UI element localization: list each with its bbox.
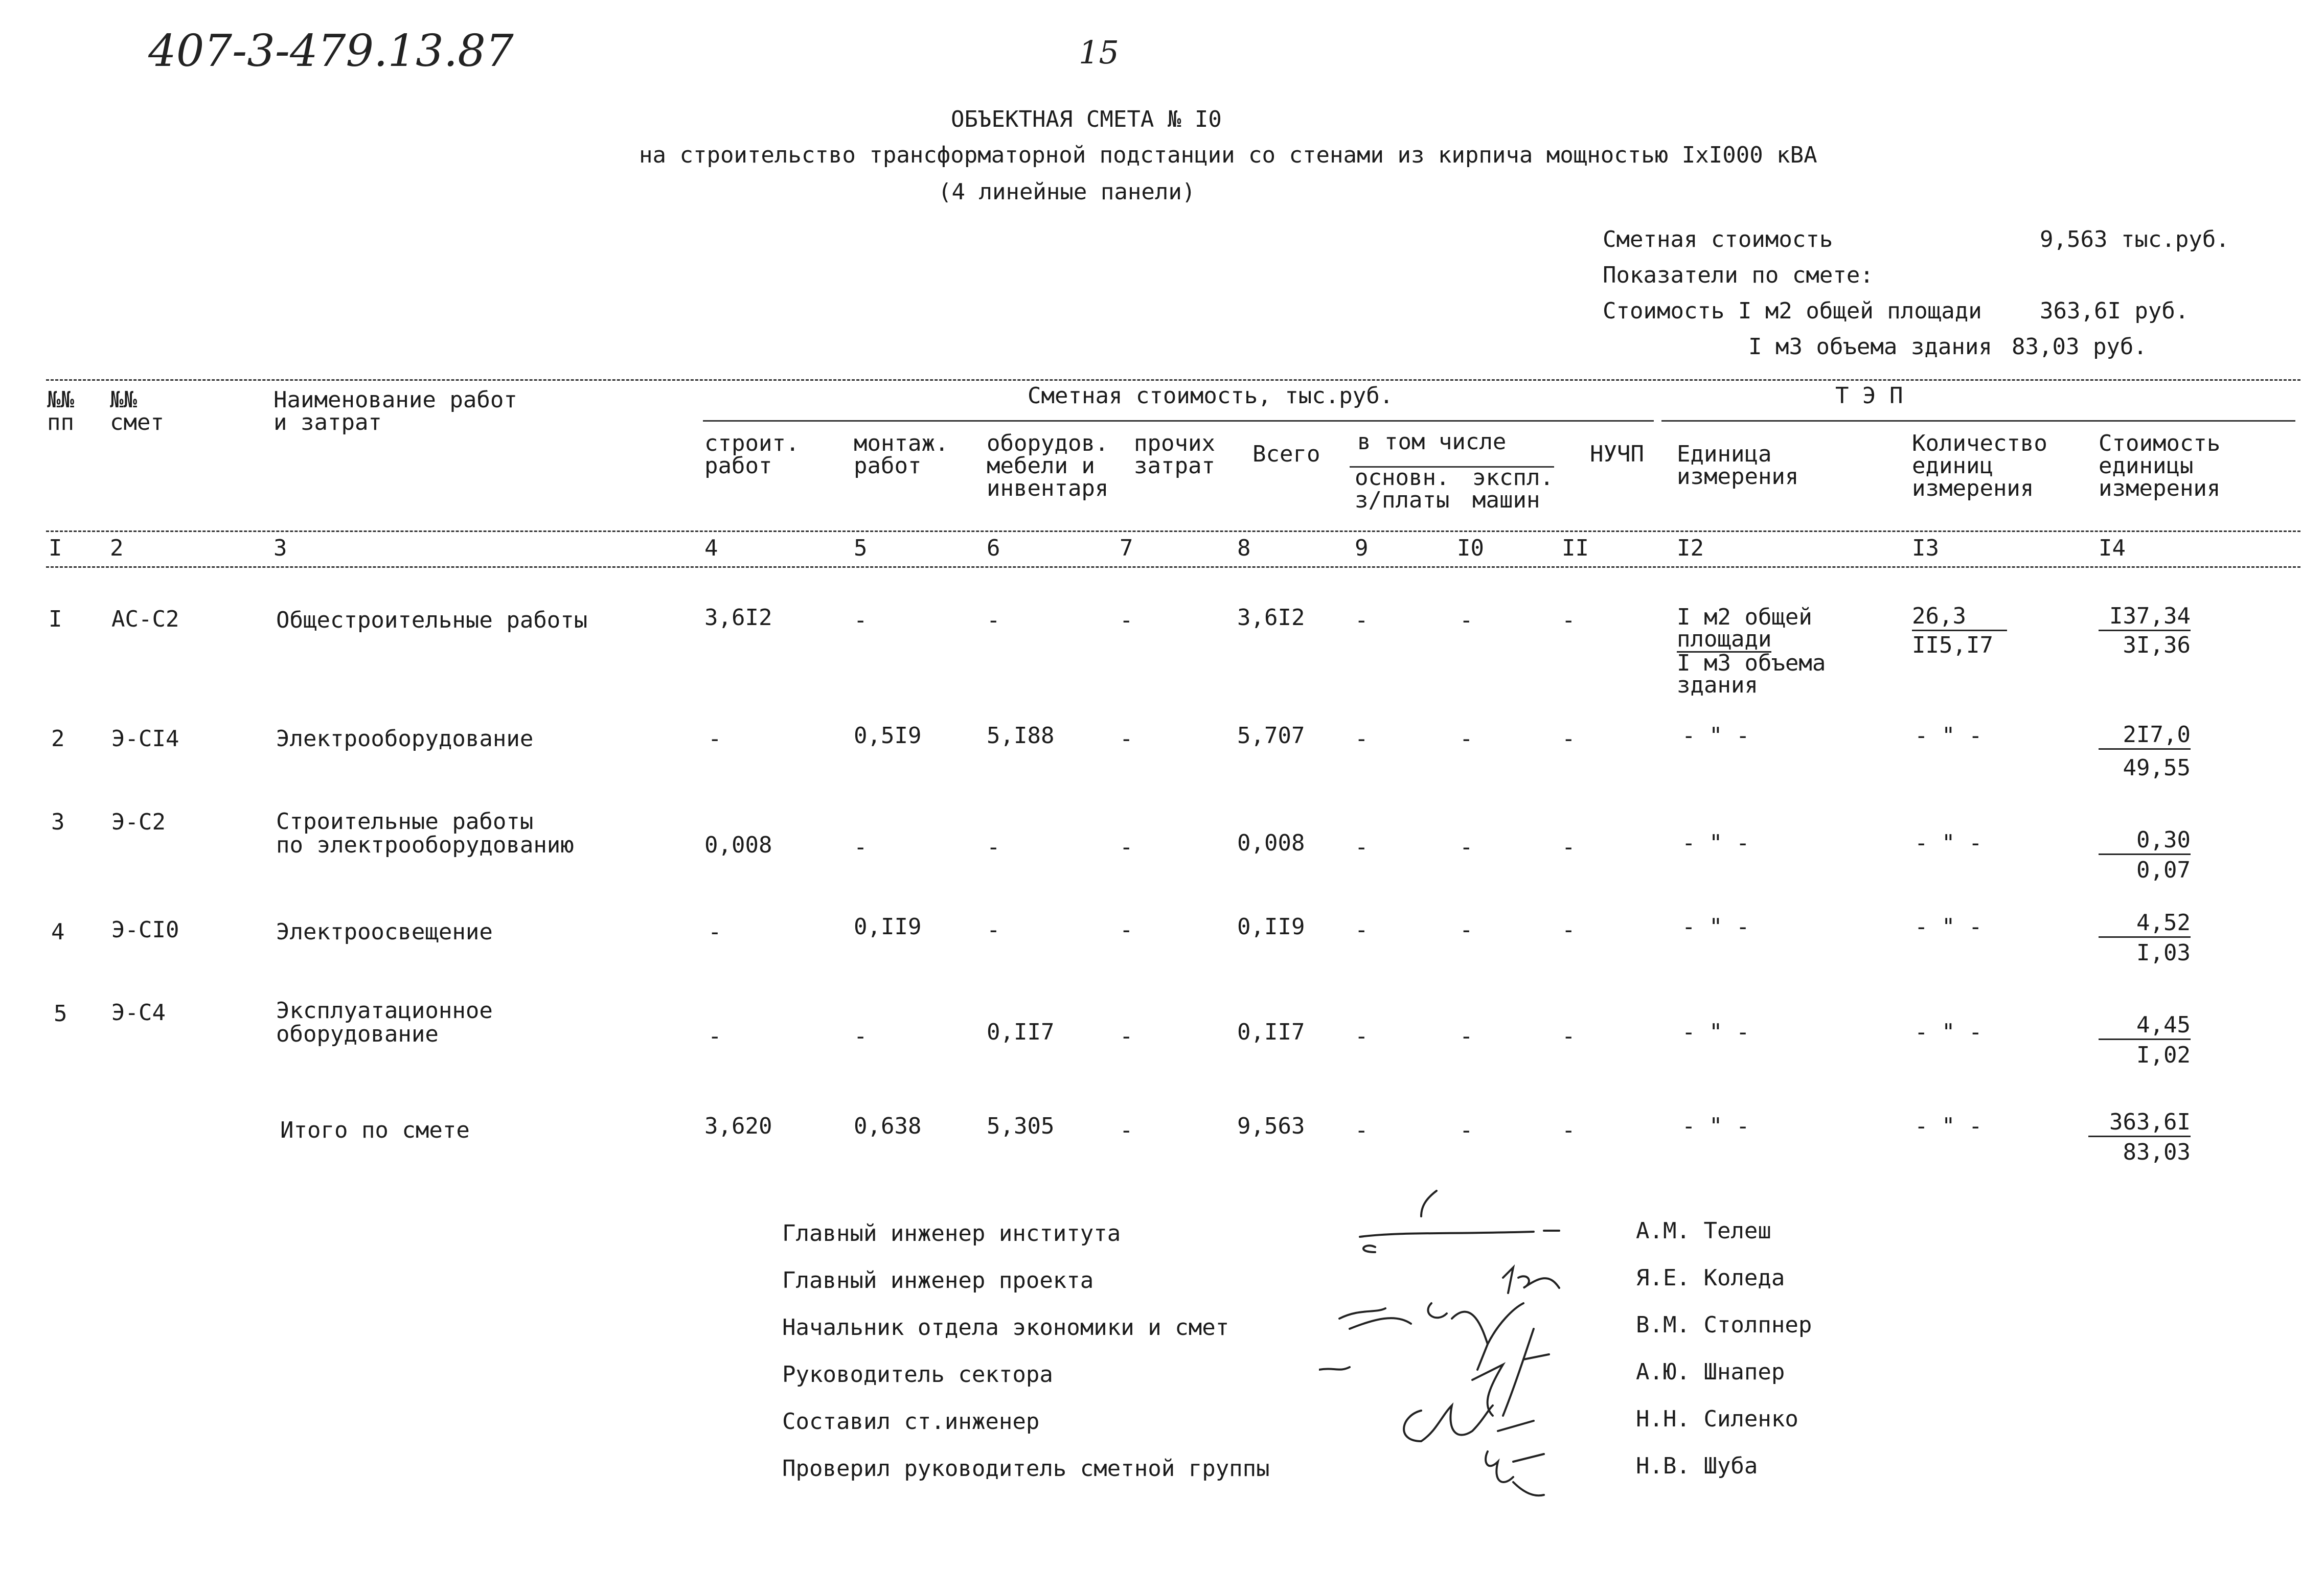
row-build: 3,6I2 bbox=[704, 605, 772, 631]
signature-role: Проверил руководитель сметной группы bbox=[782, 1456, 1270, 1482]
colnum-3: 3 bbox=[274, 535, 287, 561]
row-qty-num: 26,3 bbox=[1912, 604, 2007, 631]
row-smet: Э-СI0 bbox=[111, 917, 179, 943]
header-base-2: з/платы bbox=[1355, 487, 1450, 513]
row-base: - bbox=[1355, 726, 1369, 752]
row-build: - bbox=[708, 919, 722, 945]
row-ucost bbox=[2099, 723, 2191, 780]
doc-subtitle-note: (4 линейные панели) bbox=[938, 179, 1196, 205]
total-nuchp: - bbox=[1562, 1117, 1576, 1143]
row-unit-same: - " - bbox=[1682, 1019, 1750, 1045]
header-qty-1: Количество bbox=[1912, 430, 2047, 456]
row-base: - bbox=[1355, 1023, 1369, 1049]
row-total: 3,6I2 bbox=[1237, 605, 1305, 631]
total-name: Итого по смете bbox=[280, 1117, 470, 1143]
handwritten-signatures bbox=[1319, 1175, 1626, 1503]
colnum-12: I2 bbox=[1677, 535, 1704, 561]
row-base: - bbox=[1355, 917, 1369, 943]
summary-cost-label: Сметная стоимость bbox=[1603, 226, 1833, 252]
row-ucost-num: 0,30 bbox=[2099, 828, 2191, 855]
header-ucost-1: Стоимость bbox=[2099, 430, 2221, 456]
doc-subtitle: на строительство трансформаторной подстанции со стенами из кирпича мощностью IxI000 кВА bbox=[639, 142, 1817, 168]
row-qty-same: - " - bbox=[1915, 1019, 1983, 1045]
header-equip-1: оборудов. bbox=[987, 430, 1109, 456]
header-name-1: Наименование работ bbox=[274, 387, 517, 413]
total-ucost-den: 83,03 bbox=[2123, 1139, 2191, 1165]
row-other: - bbox=[1120, 726, 1133, 752]
colnum-11: II bbox=[1562, 535, 1589, 561]
row-mount: - bbox=[854, 834, 868, 860]
row-smet: Э-СI4 bbox=[111, 726, 179, 752]
total-mount: 0,638 bbox=[854, 1113, 922, 1139]
row-unit-same: - " - bbox=[1682, 830, 1750, 856]
row-ucost-num: I37,34 bbox=[2099, 604, 2191, 631]
row-ucost-den: I,02 bbox=[2136, 1042, 2191, 1068]
row-name: Эксплуатационное bbox=[276, 998, 493, 1024]
header-mount-2: работ bbox=[854, 453, 922, 479]
total-qty-same: - " - bbox=[1915, 1113, 1983, 1139]
row-ucost-den: 49,55 bbox=[2123, 755, 2191, 781]
header-unit-2: измерения bbox=[1677, 464, 1799, 490]
row-smet: Э-С2 bbox=[111, 809, 166, 835]
row-build: - bbox=[708, 1023, 722, 1049]
total-total: 9,563 bbox=[1237, 1113, 1305, 1139]
cost-group-rule bbox=[703, 420, 1654, 422]
row-ucost bbox=[2099, 911, 2191, 965]
table-top-rule bbox=[46, 379, 2300, 381]
row-other: - bbox=[1120, 1023, 1133, 1049]
total-equip: 5,305 bbox=[987, 1113, 1055, 1139]
row-equip: 0,II7 bbox=[987, 1019, 1055, 1045]
header-total: Всего bbox=[1252, 441, 1320, 467]
row-unit-same: - " - bbox=[1682, 914, 1750, 940]
doc-title: ОБЪЕКТНАЯ СМЕТА № I0 bbox=[951, 106, 1222, 132]
colnum-bottom-rule bbox=[46, 566, 2300, 568]
row-pp: 4 bbox=[51, 919, 65, 945]
header-nuchp: НУЧП bbox=[1590, 441, 1644, 467]
row-mount: 0,II9 bbox=[854, 914, 922, 940]
row-nuchp: - bbox=[1562, 726, 1576, 752]
row-smet: АС-С2 bbox=[111, 606, 179, 632]
row-equip: - bbox=[987, 917, 1000, 943]
signature-role: Начальник отдела экономики и смет bbox=[782, 1314, 1229, 1341]
header-ucost-2: единицы bbox=[2099, 453, 2194, 479]
header-pp-2: пп bbox=[47, 409, 74, 435]
summary-area-label: Стоимость I м2 общей площади bbox=[1603, 298, 1982, 324]
colnum-6: 6 bbox=[987, 535, 1000, 561]
row-nuchp: - bbox=[1562, 917, 1576, 943]
row-mach: - bbox=[1460, 917, 1473, 943]
header-mach-1: экспл. bbox=[1472, 465, 1554, 491]
row-nuchp: - bbox=[1562, 607, 1576, 633]
signature-name: Н.Н. Силенко bbox=[1636, 1406, 1798, 1432]
row-other: - bbox=[1120, 607, 1133, 633]
row-total: 0,008 bbox=[1237, 830, 1305, 856]
total-base: - bbox=[1355, 1117, 1369, 1143]
summary-cost-value: 9,563 тыс.руб. bbox=[2040, 226, 2229, 252]
signature-name: Н.В. Шуба bbox=[1636, 1453, 1758, 1479]
colnum-13: I3 bbox=[1912, 535, 1939, 561]
row-unit-area-2: площади bbox=[1677, 626, 1772, 652]
row-ucost-num: 4,52 bbox=[2099, 911, 2191, 938]
row-equip: 5,I88 bbox=[987, 723, 1055, 749]
signature-name: А.М. Телеш bbox=[1636, 1218, 1771, 1244]
header-unit-1: Единица bbox=[1677, 441, 1772, 467]
row-mach: - bbox=[1460, 607, 1473, 633]
colnum-14: I4 bbox=[2099, 535, 2126, 561]
row-name: Общестроительные работы bbox=[276, 607, 588, 633]
row-pp: 3 bbox=[51, 809, 65, 835]
header-qty-3: измерения bbox=[1912, 475, 2034, 501]
row-name: Строительные работы bbox=[276, 809, 534, 835]
total-other: - bbox=[1120, 1117, 1133, 1143]
row-other: - bbox=[1120, 834, 1133, 860]
document-code: 407-3-479.13.87 bbox=[148, 26, 514, 77]
row-qty-same: - " - bbox=[1915, 723, 1983, 749]
row-build: - bbox=[708, 726, 722, 752]
row-qty-den: II5,I7 bbox=[1912, 632, 1993, 658]
colnum-10: I0 bbox=[1457, 535, 1484, 561]
signature-role: Главный инженер проекта bbox=[782, 1267, 1094, 1294]
row-name: Электрооборудование bbox=[276, 726, 534, 752]
signature-role: Главный инженер института bbox=[782, 1220, 1121, 1247]
header-smet-1: №№ bbox=[110, 387, 137, 413]
row-mount: 0,5I9 bbox=[854, 723, 922, 749]
colnum-4: 4 bbox=[704, 535, 718, 561]
header-smet-2: смет bbox=[110, 409, 164, 435]
row-mach: - bbox=[1460, 1023, 1473, 1049]
colnum-1: I bbox=[49, 535, 62, 561]
summary-volume-label: I м3 объема здания bbox=[1748, 334, 1992, 360]
signature-name: В.М. Столпнер bbox=[1636, 1312, 1812, 1338]
row-mach: - bbox=[1460, 834, 1473, 860]
header-base-1: основн. bbox=[1355, 465, 1450, 491]
row-nuchp: - bbox=[1562, 834, 1576, 860]
colnum-top-rule bbox=[46, 530, 2300, 532]
header-qty-2: единиц bbox=[1912, 453, 1993, 479]
row-unit-volume-2: здания bbox=[1677, 672, 1758, 698]
row-ucost bbox=[2099, 604, 2191, 658]
row-ucost-num: 4,45 bbox=[2099, 1013, 2191, 1040]
row-qty-same: - " - bbox=[1915, 914, 1983, 940]
total-mach: - bbox=[1460, 1117, 1473, 1143]
colnum-8: 8 bbox=[1237, 535, 1251, 561]
header-pp-1: №№ bbox=[47, 387, 74, 413]
row-ucost bbox=[2099, 828, 2191, 883]
row-pp: I bbox=[49, 606, 62, 632]
row-other: - bbox=[1120, 917, 1133, 943]
colnum-5: 5 bbox=[854, 535, 868, 561]
summary-area-value: 363,6I руб. bbox=[2040, 298, 2189, 324]
tep-group-rule bbox=[1661, 420, 2295, 422]
row-equip: - bbox=[987, 834, 1000, 860]
row-unit-same: - " - bbox=[1682, 723, 1750, 749]
total-unit-same: - " - bbox=[1682, 1113, 1750, 1139]
header-equip-2: мебели и bbox=[987, 453, 1095, 479]
header-cost-group: Сметная стоимость, тыс.руб. bbox=[1028, 383, 1394, 409]
signature-role: Составил ст.инженер bbox=[782, 1409, 1040, 1435]
header-ucost-3: измерения bbox=[2099, 475, 2221, 501]
row-mount: - bbox=[854, 1023, 868, 1049]
row-unit-volume: I м3 объема bbox=[1677, 650, 1826, 676]
page-number: 15 bbox=[1079, 34, 1119, 71]
row-ucost-den: 0,07 bbox=[2136, 857, 2191, 883]
header-other-2: затрат bbox=[1134, 453, 1215, 479]
header-build-1: строит. bbox=[704, 430, 800, 456]
header-equip-3: инвентаря bbox=[987, 475, 1109, 501]
row-ucost-den: I,03 bbox=[2136, 940, 2191, 966]
row-total: 0,II7 bbox=[1237, 1019, 1305, 1045]
row-mount: - bbox=[854, 607, 868, 633]
row-name-2: оборудование bbox=[276, 1021, 439, 1047]
header-tep-group: Т Э П bbox=[1835, 383, 1903, 409]
header-other-1: прочих bbox=[1134, 430, 1215, 456]
row-total: 0,II9 bbox=[1237, 914, 1305, 940]
colnum-2: 2 bbox=[110, 535, 124, 561]
total-ucost bbox=[2088, 1110, 2191, 1165]
total-ucost-num: 363,6I bbox=[2088, 1110, 2191, 1137]
signature-name: Я.Е. Коледа bbox=[1636, 1265, 1785, 1291]
row-pp: 2 bbox=[51, 726, 65, 752]
signature-name: А.Ю. Шнапер bbox=[1636, 1359, 1785, 1385]
row-mach: - bbox=[1460, 726, 1473, 752]
row-ucost bbox=[2099, 1013, 2191, 1068]
summary-indicators-label: Показатели по смете: bbox=[1603, 262, 1874, 288]
row-total: 5,707 bbox=[1237, 723, 1305, 749]
row-name: Электроосвещение bbox=[276, 919, 493, 945]
row-nuchp: - bbox=[1562, 1023, 1576, 1049]
row-qty bbox=[1912, 604, 2007, 658]
header-incl: в том числе bbox=[1357, 429, 1507, 455]
row-ucost-num: 2I7,0 bbox=[2099, 723, 2191, 750]
header-name-2: и затрат bbox=[274, 409, 382, 435]
row-build: 0,008 bbox=[704, 832, 772, 858]
summary-volume-value: 83,03 руб. bbox=[2012, 334, 2147, 360]
header-mach-2: машин bbox=[1472, 487, 1540, 513]
row-unit-area: I м2 общей bbox=[1677, 604, 1812, 630]
row-base: - bbox=[1355, 834, 1369, 860]
row-ucost-den: 3I,36 bbox=[2123, 632, 2191, 658]
row-equip: - bbox=[987, 607, 1000, 633]
signature-role: Руководитель сектора bbox=[782, 1362, 1053, 1388]
row-pp: 5 bbox=[54, 1001, 67, 1027]
row-base: - bbox=[1355, 607, 1369, 633]
total-build: 3,620 bbox=[704, 1113, 772, 1139]
row-qty-same: - " - bbox=[1915, 830, 1983, 856]
colnum-7: 7 bbox=[1120, 535, 1133, 561]
colnum-9: 9 bbox=[1355, 535, 1369, 561]
header-build-2: работ bbox=[704, 453, 772, 479]
header-mount-1: монтаж. bbox=[854, 430, 949, 456]
row-name-2: по электрооборудованию bbox=[276, 832, 574, 858]
row-smet: Э-С4 bbox=[111, 1000, 166, 1026]
